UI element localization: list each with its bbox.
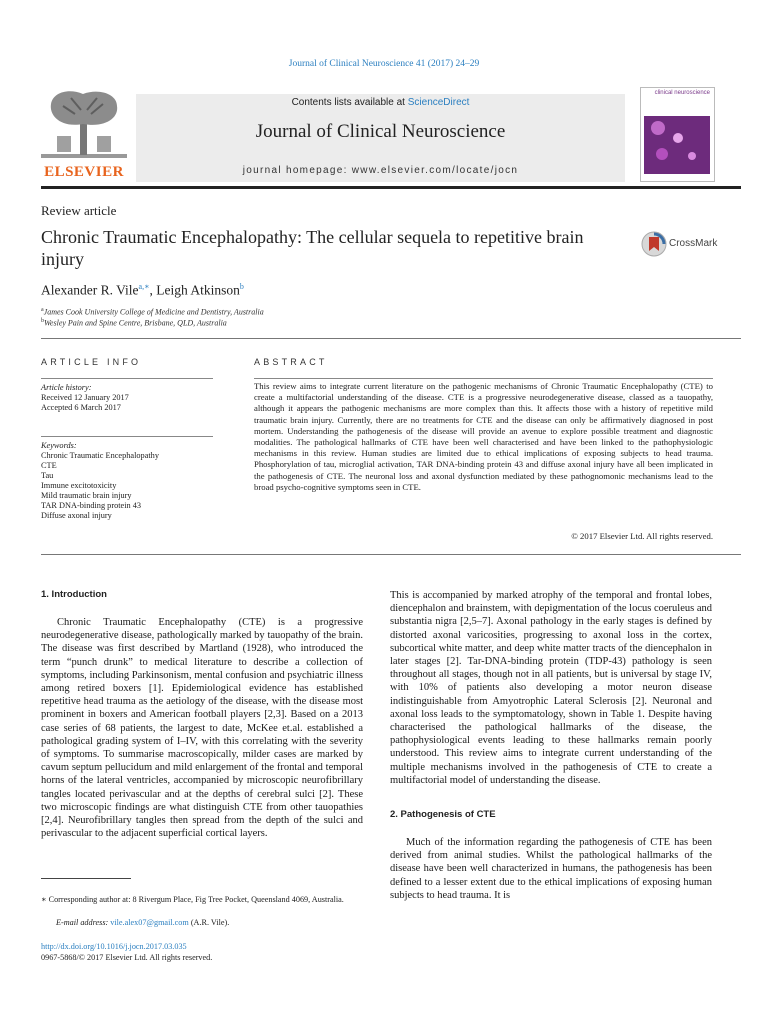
article-info-heading: ARTICLE INFO	[41, 357, 142, 367]
footnote-corresponding: ∗ Corresponding author at: 8 Rivergum Place, Fig Tree Pocket, Queensland 4069, Australia.	[41, 895, 344, 904]
issn-line: 0967-5868/© 2017 Elsevier Ltd. All rights reserved.	[41, 953, 213, 962]
header-rule	[41, 186, 741, 189]
tree-logo-icon	[41, 88, 127, 162]
article-history	[41, 383, 221, 413]
body-column-right-continued	[390, 836, 712, 902]
affiliation-a	[41, 307, 264, 317]
body-paragraph: Much of the information regarding the pathogenesis of CTE has been derived from animal studies. Whilst the pathological hallmarks of the disease have been well characterized in humans, the pathogenesis has been defined to a lesser extent due to the ethical implications of exposing human subjects to head trauma. It is	[390, 837, 712, 901]
keyword: TAR DNA-binding protein 43	[41, 501, 142, 510]
abstract-heading: ABSTRACT	[254, 357, 328, 367]
section-divider	[41, 338, 741, 339]
keyword: Immune excitotoxicity	[41, 481, 117, 490]
article-type: Review article	[41, 203, 117, 218]
footnote-email	[56, 918, 372, 929]
affiliation-marker: b	[41, 318, 44, 324]
contents-line	[136, 97, 625, 108]
journal-banner	[136, 94, 625, 182]
affiliation-b	[41, 318, 227, 328]
cover-art-icon	[644, 116, 710, 174]
author-list	[41, 282, 244, 299]
email-link[interactable]: vile.alex07@gmail.com	[110, 918, 189, 927]
author-separator: ,	[149, 282, 157, 298]
history-label: Article history:	[41, 383, 92, 392]
email-label: E-mail address:	[56, 918, 111, 927]
body-column-left	[41, 616, 363, 840]
keyword: Diffuse axonal injury	[41, 511, 112, 520]
section-heading-pathogenesis: 2. Pathogenesis of CTE	[390, 809, 496, 820]
footnote-rule	[41, 878, 131, 879]
body-paragraph: Chronic Traumatic Encephalopathy (CTE) is a progressive neurodegenerative disease, pathologically marked by tauopathy of the brain. The disease was first described by Martland (1928), who introduced the term “punch drunk” to medical literature to describe a collection of symptoms, including Parkinsonism, mental confusion and psychiatric illness among retired boxers [1]. Epidemiological evidence has established repetitive head trauma as the aetiology of the disease, with the disease most prominent in boxers and American football players [2,3]. Based on a 2013 case series of 68 patients, the largest to date, McKee et.al. established a pathological grading system of I–IV, with this correlating with the severity of symptoms. To summarise macroscopically, milder cases are marked by cavum septum pellucidum and mild enlargement of the frontal and temporal horns of the lateral ventricles, accompanied by microscopic neurofibrillary tangles located perivascular and at the depths of cerebral sulci [2]. These two microscopic findings are what distinguish CTE from other tauopathies [2,4]. Neurofibrillary tangles then spread from the depth of the sulci and perivascular to the adjacent superficial cortical layers.	[41, 617, 363, 840]
keywords-rule	[41, 436, 213, 437]
journal-cover-thumbnail	[640, 87, 715, 182]
cover-image	[644, 116, 710, 174]
section-divider	[41, 554, 741, 555]
body-column-right	[390, 589, 712, 787]
article-title: Chronic Traumatic Encephalopathy: The cellular sequela to repetitive brain injury	[41, 227, 584, 269]
elsevier-logo	[41, 88, 127, 182]
affiliation-text: Wesley Pain and Spine Centre, Brisbane, QLD, Australia	[44, 318, 227, 328]
contents-prefix: Contents lists available at	[291, 97, 408, 108]
body-paragraph: This is accompanied by marked atrophy of the temporal and frontal lobes, diencephalon and brainstem, with depigmentation of the locus coeruleus and substantia nigra [2,5–7]. Axonal pathology in the early stages is defined by distorted axonal varicosities, progressing to axonal loss in the cortex, subcortical white matter, and deep white matter tracts of the diencephalon in later stages [2]. Tar-DNA-binding protein (TDP-43) pathology is seen throughout all stages, though not in all patients, but is universal by stage IV, with 10% of patients also developing a motor neuron disease indistinguishable from Amyotrophic Lateral Sclerosis [2]. Neuronal and axonal loss leads to the symptomatology, shown in Table 1. Despite having characterised the pathological hallmarks of the disease, the pathophysiological events leading to these hallmarks remain poorly understood. This review aims to integrate current understanding of the multiple mechanisms involved in the pathogenesis of CTE to create a multifactorial model of understanding the disease.	[390, 590, 712, 786]
article-info-rule	[41, 378, 213, 379]
crossmark-label: CrossMark	[669, 238, 718, 249]
elsevier-wordmark: ELSEVIER	[44, 164, 124, 180]
journal-citation[interactable]: Journal of Clinical Neuroscience 41 (2017) 24–29	[288, 59, 480, 69]
author-name[interactable]: Alexander R. Vile	[41, 282, 139, 298]
doi-text[interactable]: http://dx.doi.org/10.1016/j.jocn.2017.03.035	[41, 942, 187, 951]
journal-homepage[interactable]: journal homepage: www.elsevier.com/locate/jocn	[242, 165, 519, 176]
cover-title: clinical neuroscience	[654, 90, 710, 96]
received-date: Received 12 January 2017	[41, 393, 129, 402]
keywords-block	[41, 441, 221, 521]
author-affil-marker[interactable]: b	[239, 282, 244, 291]
crossmark-icon	[641, 231, 667, 257]
accepted-date: Accepted 6 March 2017	[41, 403, 121, 412]
abstract-rule	[254, 378, 713, 379]
section-heading-introduction: 1. Introduction	[41, 589, 107, 600]
keywords-label: Keywords:	[41, 441, 77, 450]
sciencedirect-link[interactable]: ScienceDirect	[407, 97, 470, 108]
affiliation-text: James Cook University College of Medicine and Dentistry, Australia	[43, 307, 264, 317]
abstract-text: This review aims to integrate current literature on the pathogenic mechanisms of Chronic Traumatic Encephalopathy (CTE) to create a multifactorial understanding of the disease. CTE is a progressive neurodegenerative disease, classed as a tauopathy, although it appears the pathogenic mechanisms are more complex than this. It affects those with a history of repetitive mild traumatic brain injury. Currently, there are no treatments for CTE and the disease can only be affirmatively diagnosed in post mortem. Understanding the pathogenesis of the disease will provide an avenue to explore possible treatment and diagnostic modalities. The pathological hallmarks of CTE have been well characterised and have been linked to the pathophysiologic mechanisms in this review. Human studies are limited due to ethical implications of exposing subjects to head trauma. Phosphorylation of tau, microglial activation, TAR DNA-binding protein 43 and diffuse axonal injury have all been implicated in the pathogenesis of CTE. The neuronal loss and axonal dysfunction mediated by these pathognomonic mechanisms lead to the broad psycho-cognitive symptoms seen in CTE.	[254, 381, 713, 492]
email-suffix: (A.R. Vile).	[188, 918, 230, 927]
affiliation-marker: a	[41, 307, 44, 313]
keyword: Chronic Traumatic Encephalopathy	[41, 451, 159, 460]
author-name[interactable]: Leigh Atkinson	[156, 282, 240, 298]
crossmark-button[interactable]	[641, 231, 731, 257]
abstract-copyright: © 2017 Elsevier Ltd. All rights reserved.	[571, 531, 713, 541]
keyword: CTE	[41, 461, 57, 470]
keyword: Tau	[41, 471, 54, 480]
journal-title: Journal of Clinical Neuroscience	[255, 121, 506, 142]
doi-link[interactable]	[41, 942, 187, 953]
author-affil-marker[interactable]: a,∗	[138, 282, 150, 291]
keyword: Mild traumatic brain injury	[41, 491, 132, 500]
